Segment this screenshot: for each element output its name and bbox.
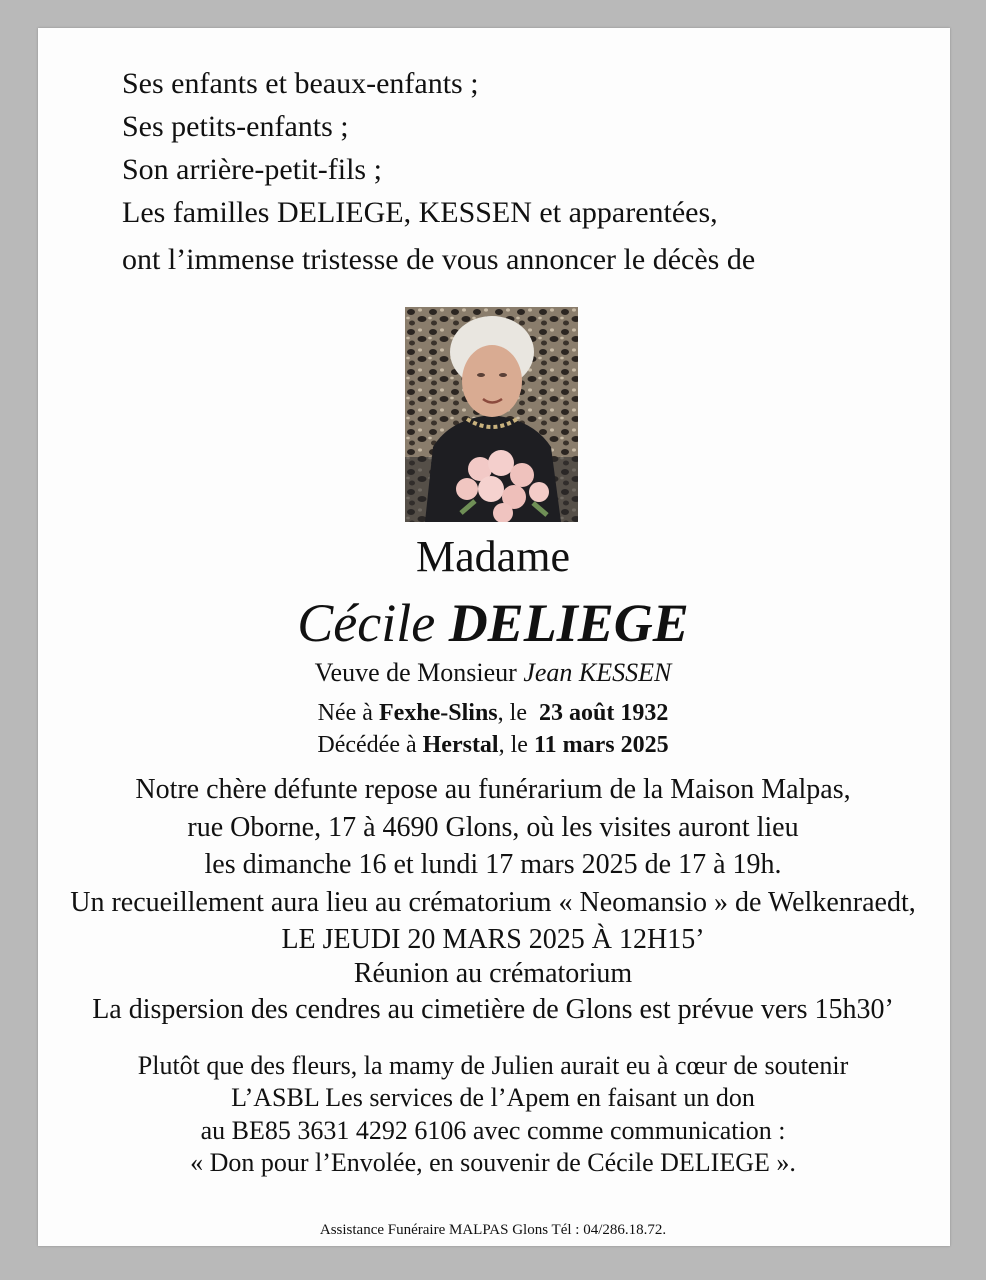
birth-place: Fexhe-Slins: [378, 700, 498, 726]
portrait-illustration: [405, 307, 578, 522]
arrangements-line-7: La dispersion des cendres au cimetière de Glons est prévue vers 15h30’: [92, 994, 894, 1025]
birth-prefix: Née à: [317, 700, 373, 726]
arrangements-line-5: LE JEUDI 20 MARS 2025 À 12H15’: [281, 924, 705, 955]
intro-line-grandchildren: Ses petits-enfants ;: [122, 110, 349, 143]
arrangements-line-4: Un recueillement aura lieu au crématorium « Neomansio » de Welkenraedt,: [70, 887, 916, 918]
death-date: 11 mars 2025: [533, 732, 669, 758]
birth-separator: , le: [497, 700, 527, 726]
birth-line: [0, 698, 986, 728]
arrangements-line-3: les dimanche 16 et lundi 17 mars 2025 de 17 à 19h.: [204, 849, 782, 880]
birth-date: 23 août 1932: [538, 700, 669, 726]
intro-text: [122, 62, 922, 281]
husband-name: Jean KESSEN: [523, 658, 672, 687]
arrangements-line-6: Réunion au crématorium: [353, 958, 633, 989]
death-prefix: Décédée à: [317, 732, 417, 758]
portrait-photo: [405, 307, 578, 522]
deceased-last-name: DELIEGE: [448, 593, 689, 653]
intro-line-great-grandson: Son arrière-petit-fils ;: [122, 153, 382, 186]
donation-line-1: Plutôt que des fleurs, la mamy de Julien aurait eu à cœur de soutenir: [137, 1051, 849, 1080]
intro-line-children: Ses enfants et beaux-enfants ;: [122, 67, 479, 100]
deceased-name: [0, 592, 986, 654]
widow-prefix: Veuve de Monsieur: [314, 658, 517, 687]
deceased-first-name: Cécile: [297, 593, 436, 653]
widow-line: [0, 657, 986, 689]
intro-line-announcement: ont l’immense tristesse de vous annoncer le décès de: [122, 243, 756, 276]
death-place: Herstal: [422, 732, 499, 758]
arrangements-line-2: rue Oborne, 17 à 4690 Glons, où les visites auront lieu: [187, 812, 799, 843]
donation-line-4: « Don pour l’Envolée, en souvenir de Cécile DELIEGE ».: [190, 1148, 796, 1177]
death-line: [0, 730, 986, 760]
donation-line-2: L’ASBL Les services de l’Apem en faisant un don: [231, 1083, 755, 1112]
funeral-home-footer: Assistance Funéraire MALPAS Glons Tél : 04/286.18.72.: [319, 1222, 667, 1238]
arrangements-line-1: Notre chère défunte repose au funérarium de la Maison Malpas,: [135, 774, 851, 805]
death-separator: , le: [498, 732, 528, 758]
intro-line-families: Les familles DELIEGE, KESSEN et apparentées,: [122, 196, 718, 229]
deceased-title: Madame: [416, 532, 570, 581]
donation-line-3: au BE85 3631 4292 6106 avec comme communication :: [200, 1116, 786, 1145]
